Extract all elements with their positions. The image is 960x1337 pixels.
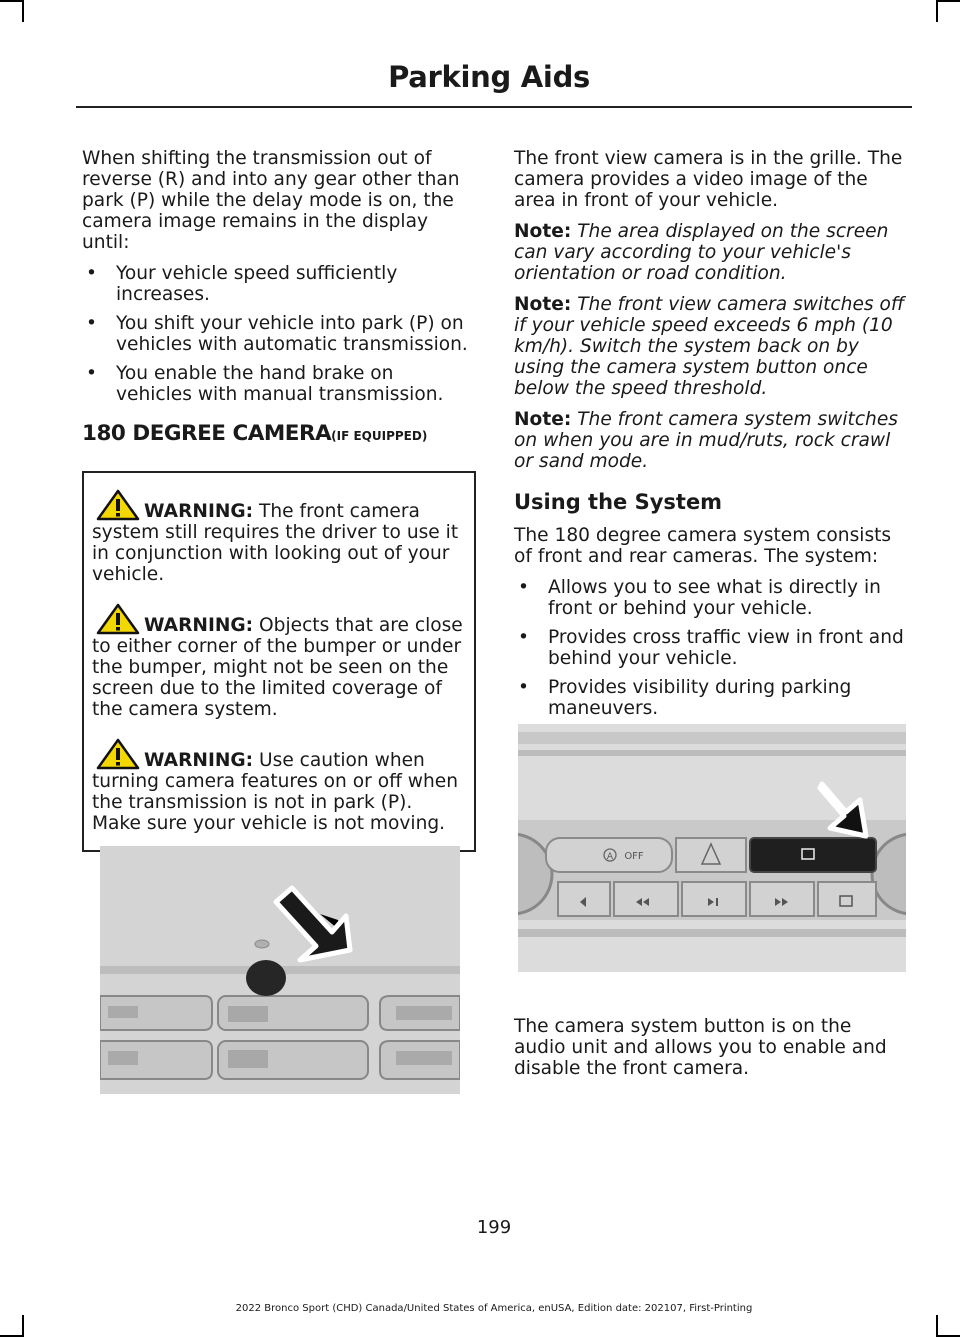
camera-button <box>750 838 876 872</box>
system-list <box>514 577 906 719</box>
note-label: Note: <box>514 221 572 242</box>
list-item: • Your vehicle speed sufficiently increases. <box>82 263 474 305</box>
warning-triangle-icon <box>96 489 140 521</box>
section-heading <box>82 423 474 447</box>
note <box>514 409 906 472</box>
left-column <box>82 148 474 852</box>
crop-mark <box>22 1315 24 1337</box>
crop-mark <box>938 0 960 2</box>
note-label: Note: <box>514 409 572 430</box>
front-camera-intro: The front view camera is in the grille. The camera provides a video image of the area in front of your vehicle. <box>514 148 903 211</box>
auto-button-label: A <box>606 852 614 862</box>
front-camera-grille-illustration <box>100 846 460 1094</box>
crop-mark <box>0 0 22 2</box>
camera-button-caption: The camera system button is on the audio unit and allows you to enable and disable the front camera. <box>514 1016 887 1079</box>
list-item: • You enable the hand brake on vehicles with manual transmission. <box>82 363 474 405</box>
system-intro: The 180 degree camera system consists of front and rear cameras. The system: <box>514 525 892 567</box>
warning-triangle-icon <box>96 603 140 635</box>
list-item: • You shift your vehicle into park (P) on vehicles with automatic transmission. <box>82 313 474 355</box>
delay-mode-intro: When shifting the transmission out of reverse (R) and into any gear other than park (P) while the delay mode is on, the camera image remains in the display until: <box>82 148 460 253</box>
warning-text: Objects that are close to either corner of the bumper or under the bumper, might not be seen on the screen due to the limited coverage of the camera system. <box>92 615 463 720</box>
warning-item <box>92 489 466 585</box>
footer: 2022 Bronco Sport (CHD) Canada/United States of America, enUSA, Edition date: 202107, First-Printing <box>235 1303 753 1314</box>
list-item: • Provides cross traffic view in front and behind your vehicle. <box>514 627 906 669</box>
audio-unit-drawing <box>518 724 906 972</box>
list-item: • Provides visibility during parking maneuvers. <box>514 677 906 719</box>
warning-label: WARNING: <box>144 750 254 771</box>
note-text: The area displayed on the screen can vary according to your vehicle's orientation or road condition. <box>514 221 889 284</box>
crop-mark <box>936 1315 938 1337</box>
off-button-label: OFF <box>624 851 644 862</box>
warning-item <box>92 738 466 834</box>
note <box>514 294 906 399</box>
audio-unit-illustration <box>518 724 906 972</box>
crop-mark <box>22 0 24 22</box>
warning-text: The front camera system still requires the driver to use it in conjunction with looking out of your vehicle. <box>92 501 459 585</box>
warning-label: WARNING: <box>144 615 254 636</box>
note-text: The front view camera switches off if your vehicle speed exceeds 6 mph (10 km/h). Switch the system back on by using the camera system button once below the speed threshold. <box>514 294 905 399</box>
warning-item <box>92 603 466 720</box>
note-text: The front camera system switches on when you are in mud/ruts, rock crawl or sand mode. <box>514 409 898 472</box>
section-heading-text: 180 DEGREE CAMERA <box>82 421 332 446</box>
section-heading-suffix: (IF EQUIPPED) <box>331 429 428 443</box>
list-item: • Allows you to see what is directly in front or behind your vehicle. <box>514 577 906 619</box>
note <box>514 221 906 284</box>
crop-mark <box>936 0 938 22</box>
warning-text: Use caution when turning camera features on or off when the transmission is not in park (P). Make sure your vehicle is not moving. <box>92 750 459 834</box>
grille-drawing <box>100 846 460 1094</box>
note-label: Note: <box>514 294 572 315</box>
delay-mode-list <box>82 263 474 405</box>
warning-label: WARNING: <box>144 501 254 522</box>
warning-box <box>82 471 476 852</box>
subheading: Using the System <box>514 490 723 514</box>
header-rule <box>76 106 912 108</box>
right-column <box>514 148 906 729</box>
page-title: Parking Aids <box>388 60 590 94</box>
warning-triangle-icon <box>96 738 140 770</box>
page-number: 199 <box>476 1217 512 1238</box>
